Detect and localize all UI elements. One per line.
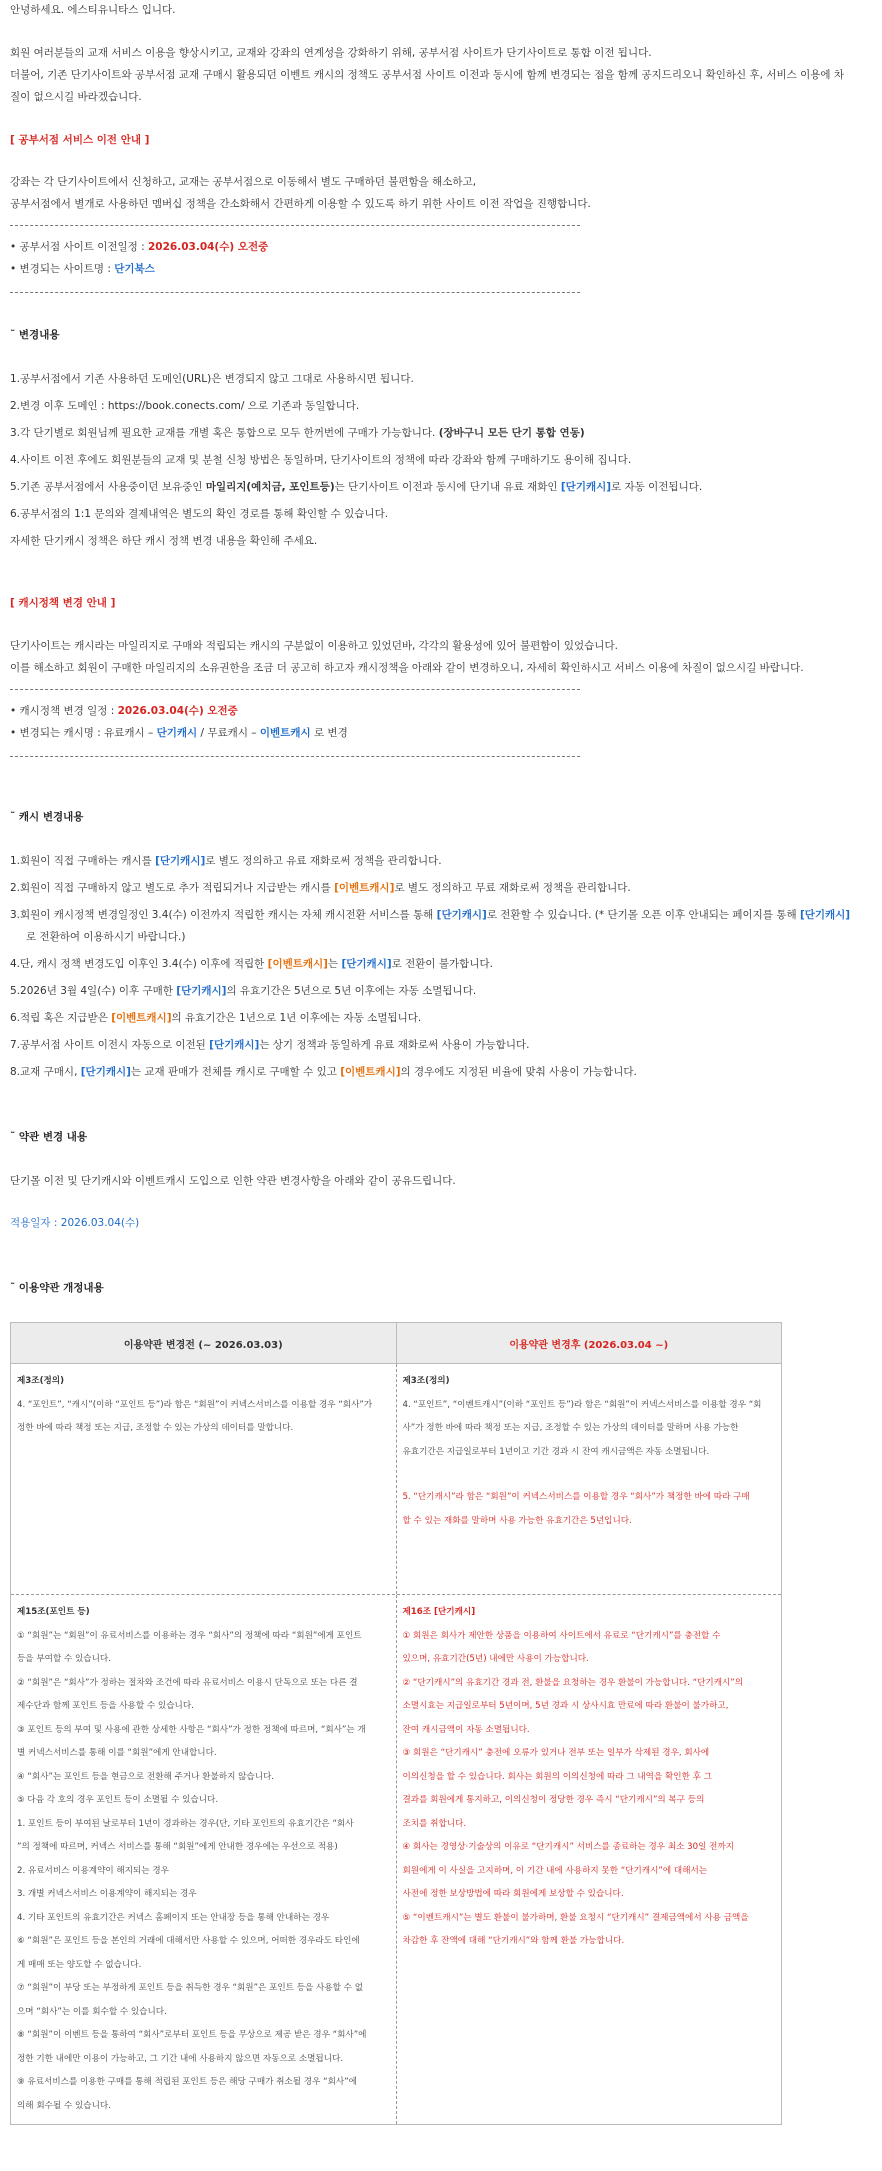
article-line: 회원에게 이 사실을 고지하며, 이 기간 내에 사용하지 못한 “단기캐시”에 대해서는 xyxy=(402,1865,708,1876)
article-line: 별 커넥스서비스를 통해 이를 “회원”에게 안내합니다. xyxy=(17,1748,217,1758)
article-line: 정한 바에 따라 책정 또는 지급, 조정할 수 있는 가상의 데이터를 말합니다. xyxy=(17,1423,294,1433)
cash-date: • 캐시정책 변경 일정 : 2026.03.04(수) 오전중 xyxy=(10,705,238,717)
article-line: 이의신청을 할 수 있습니다. 회사는 회원의 이의신청에 따라 그 내역을 확인한 후 그 xyxy=(402,1771,712,1782)
effective-date: 적용일자 : 2026.03.04(수) xyxy=(10,1217,140,1229)
cash-changes-heading: ˜ 캐시 변경내용 xyxy=(10,811,84,823)
article-line: ⑦ “회원”이 부당 또는 부정하게 포인트 등을 취득한 경우 “회원”은 포인트 등을 사용할 수 없 xyxy=(17,1983,364,1993)
article-line: 1. 포인트 등이 부여된 날로부터 1년이 경과하는 경우(단, 기타 포인트의 유효기간은 “회사 xyxy=(17,1818,354,1829)
divider xyxy=(10,689,580,690)
section-title-move: [ 공부서점 서비스 이전 안내 ] xyxy=(10,134,150,146)
article-body xyxy=(17,1394,392,1441)
table-header xyxy=(11,1323,781,1364)
article-line: ① “회원”는 “회원”이 유료서비스를 이용하는 경우 “회사”의 정책에 따라 “회원”에게 포인트 xyxy=(17,1630,362,1641)
article-line: 4. 기타 포인트의 유효기간은 커넥스 홈페이지 또는 안내장 등을 통해 안내하는 경우 xyxy=(17,1912,330,1923)
divider xyxy=(10,225,580,226)
intro-paragraph: 더불어, 기존 단기사이트와 공부서점 교재 구매시 활용되던 이벤트 캐시의 정책도 공부서점 사이트 이전과 동시에 함께 변경되는 점을 함께 공지드리오니 확인하신 후, 서비스 이용에 차 xyxy=(10,69,845,81)
article-line: 소멸시효는 지급일로부터 5년이며, 5년 경과 시 상사시효 만료에 따라 환불이 불가하고, xyxy=(402,1701,729,1711)
article-line: ⑤ 다음 각 호의 경우 포인트 등이 소멸될 수 있습니다. xyxy=(17,1795,219,1805)
table-row xyxy=(11,1364,781,1595)
cash-change-item: 4.단, 캐시 정책 변경도입 이후인 3.4(수) 이후에 적립한 [이벤트캐시]는 [단기캐시]로 전환이 불가합니다. xyxy=(10,958,493,970)
article-line: 결과를 회원에게 통지하고, 이의신청이 정당한 경우 즉시 “단기캐시”의 복구 등의 xyxy=(402,1795,705,1805)
move-description: 강좌는 각 단기사이트에서 신청하고, 교재는 공부서점으로 이동해서 별도 구매하던 불편함을 해소하고, xyxy=(10,176,477,188)
table-cell-after xyxy=(396,1364,782,1594)
change-item: 4.사이트 이전 후에도 회원분들의 교재 및 분철 신청 방법은 동일하며, 단기사이트의 정책에 따라 강좌와 함께 구매하기도 용이해 집니다. xyxy=(10,454,632,466)
section-title-cash: [ 캐시정책 변경 안내 ] xyxy=(10,597,116,609)
terms-heading: ˜ 약관 변경 내용 xyxy=(10,1131,88,1143)
article-body-new xyxy=(403,1486,778,1533)
article-line: 사”가 정한 바에 따라 책정 또는 지급, 조정할 수 있는 가상의 데이터를 말하며 사용 가능한 xyxy=(402,1423,739,1433)
article-line: 차감한 후 잔액에 대해 “단기캐시”와 함께 환불 가능합니다. xyxy=(402,1936,625,1946)
intro-paragraph: 질이 없으시길 바라겠습니다. xyxy=(10,91,142,103)
intro-paragraph: 회원 여러분들의 교재 서비스 이용을 향상시키고, 교재와 강좌의 연계성을 강화하기 위해, 공부서점 사이트가 단기사이트로 통합 이전 됩니다. xyxy=(10,47,652,59)
column-header-before: 이용약관 변경전 (~ 2026.03.03) xyxy=(11,1323,396,1363)
divider xyxy=(10,292,580,293)
article-title: 제16조 [단기캐시] xyxy=(402,1607,476,1617)
article-body-new xyxy=(403,1625,778,1954)
cash-description: 단기사이트는 캐시라는 마일리지로 구매와 적립되는 캐시의 구분없이 이용하고 있었던바, 각각의 활용성에 있어 불편함이 있었습니다. xyxy=(10,640,618,652)
article-line: ③ 회원은 “단기캐시” 충전에 오류가 있거나 전부 또는 일부가 삭제된 경우, 회사에 xyxy=(402,1748,710,1758)
article-line: 잔여 캐시금액이 자동 소멸됩니다. xyxy=(402,1724,530,1735)
article-line: ④ “회사”는 포인트 등을 현금으로 전환해 주거나 환불하지 않습니다. xyxy=(17,1771,275,1782)
article-line: 4. “포인트”, “캐시”(이하 “포인트 등”)라 함은 “회원”이 커넥스서비스를 이용할 경우 “회사”가 xyxy=(17,1399,373,1410)
change-item: 3.각 단기별로 회원님께 필요한 교재를 개별 혹은 통합으로 모두 한꺼번에 구매가 가능합니다. (장바구니 모든 단기 통합 연동) xyxy=(10,427,585,439)
cash-change-item: 3.회원이 캐시정책 변경일정인 3.4(수) 이전까지 적립한 캐시는 자체 캐시전환 서비스를 통해 [단기캐시]로 전환할 수 있습니다. (* 단기몰 오픈 이후 안내되는 페이지를 통해 [단기캐시] xyxy=(10,909,851,921)
change-item: 5.기존 공부서점에서 사용중이던 보유중인 마일리지(예치금, 포인트등)는 단기사이트 이전과 동시에 단기내 유료 재화인 [단기캐시]로 자동 이전됩니다. xyxy=(10,481,703,493)
article-line: 조치를 취합니다. xyxy=(402,1818,467,1829)
changes-heading: ˜ 변경내용 xyxy=(10,329,60,341)
table-cell-before xyxy=(11,1595,396,2124)
article-line: ⑧ “회원”이 이벤트 등을 통하여 “회사”로부터 포인트 등을 무상으로 제공 받은 경우 “회사”에 xyxy=(17,2030,367,2040)
move-description: 공부서점에서 별개로 사용하던 멤버십 정책을 간소화해서 간편하게 이용할 수 있도록 하기 위한 사이트 이전 작업을 진행합니다. xyxy=(10,198,591,210)
cash-change-item-cont: 로 전환하여 이용하시기 바랍니다.) xyxy=(26,931,186,943)
column-header-after: 이용약관 변경후 (2026.03.04 ~) xyxy=(396,1323,782,1363)
article-body xyxy=(403,1394,778,1465)
terms-description: 단기몰 이전 및 단기캐시와 이벤트캐시 도입으로 인한 약관 변경사항을 아래와 같이 공유드립니다. xyxy=(10,1175,456,1187)
greeting-text: 안녕하세요. 에스티유니타스 입니다. xyxy=(10,4,176,16)
article-title: 제15조(포인트 등) xyxy=(17,1607,90,1617)
article-line: ① 회원은 회사가 제안한 상품을 이용하여 사이트에서 유료로 “단기캐시”를 충전할 수 xyxy=(402,1630,721,1641)
cash-change-item: 5.2026년 3월 4일(수) 이후 구매한 [단기캐시]의 유효기간은 5년으로 5년 이후에는 자동 소멸됩니다. xyxy=(10,985,477,997)
article-line: 사전에 정한 보상방법에 따라 회원에게 보상할 수 있습니다. xyxy=(402,1889,624,1899)
move-date: • 공부서점 사이트 이전일정 : 2026.03.04(수) 오전중 xyxy=(10,241,269,253)
article-line: ② “단기캐시”의 유효기간 경과 전, 환불을 요청하는 경우 환불이 가능합니다. “단기캐시”의 xyxy=(402,1677,744,1688)
article-line: 유효기간은 지급일로부터 1년이고 기간 경과 시 잔여 캐시금액은 자동 소멸됩니다. xyxy=(402,1446,710,1457)
article-line: 의해 회수될 수 있습니다. xyxy=(17,2100,111,2111)
cash-change-item: 7.공부서점 사이트 이전시 자동으로 이전된 [단기캐시]는 상기 정책과 동일하게 유료 재화로써 사용이 가능합니다. xyxy=(10,1039,530,1051)
cash-description: 이를 해소하고 회원이 구매한 마일리지의 소유권한을 조금 더 공고히 하고자 캐시정책을 아래와 같이 변경하오니, 자세히 확인하시고 서비스 이용에 차질이 없으시길 바랍니다. xyxy=(10,662,804,674)
change-item: 2.변경 이후 도메인 : https://book.conects.com/ 으로 기존과 동일합니다. xyxy=(10,400,360,412)
article-line: ⑤ “이벤트캐시”는 별도 환불이 불가하며, 환불 요청시 “단기캐시” 결제금액에서 사용 금액을 xyxy=(402,1912,749,1923)
article-line: 있으며, 유효기간(5년) 내에만 사용이 가능합니다. xyxy=(402,1654,589,1664)
article-line: ② “회원”은 “회사”가 정하는 절차와 조건에 따라 유료서비스 이용시 단독으로 또는 다른 결 xyxy=(17,1677,358,1688)
article-line: ④ 회사는 경영상·기술상의 이유로 “단기캐시” 서비스를 종료하는 경우 최소 30일 전까지 xyxy=(402,1842,735,1852)
article-line: 정한 기한 내에만 이용이 가능하고, 그 기간 내에 사용하지 않으면 자동으로 소멸됩니다. xyxy=(17,2053,344,2064)
article-title: 제3조(정의) xyxy=(17,1376,65,1386)
table-cell-after xyxy=(396,1595,782,2124)
article-line: 2. 유료서비스 이용계약이 해지되는 경우 xyxy=(17,1865,169,1876)
move-site: • 변경되는 사이트명 : 단기북스 xyxy=(10,263,155,275)
table-row xyxy=(11,1595,781,2124)
article-title: 제3조(정의) xyxy=(402,1376,450,1386)
article-line: 할 수 있는 재화를 말하며 사용 가능한 유효기간은 5년입니다. xyxy=(402,1515,632,1526)
change-note: 자세한 단기캐시 정책은 하단 캐시 정책 변경 내용을 확인해 주세요. xyxy=(10,535,318,547)
divider xyxy=(10,756,580,757)
cash-change-item: 1.회원이 직접 구매하는 캐시를 [단기캐시]로 별도 정의하고 유료 재화로써 정책을 관리합니다. xyxy=(10,855,442,867)
article-line: ”의 정책에 따르며, 커넥스 서비스를 통해 “회원”에게 안내한 경우에는 우선으로 적용) xyxy=(17,1842,338,1852)
article-line: 3. 개별 커넥스서비스 이용계약이 해지되는 경우 xyxy=(17,1889,197,1899)
cash-change-item: 6.적립 혹은 지급받은 [이벤트캐시]의 유효기간은 1년으로 1년 이후에는 자동 소멸됩니다. xyxy=(10,1012,422,1024)
article-line: 5. “단기캐시”라 함은 “회원”이 커넥스서비스를 이용할 경우 “회사”가 책정한 바에 따라 구매 xyxy=(402,1492,750,1502)
article-line: 게 매매 또는 양도할 수 없습니다. xyxy=(17,1959,142,1970)
cash-change-item: 2.회원이 직접 구매하지 않고 별도로 추가 적립되거나 지급받는 캐시를 [이벤트캐시]로 별도 정의하고 무료 재화로써 정책을 관리합니다. xyxy=(10,882,631,894)
article-line: 으며 “회사”는 이를 회수할 수 있습니다. xyxy=(17,2006,167,2017)
article-line: 등을 부여할 수 있습니다. xyxy=(17,1654,111,1664)
revision-heading: ˜ 이용약관 개정내용 xyxy=(10,1282,104,1294)
cash-change-item: 8.교재 구매시, [단기캐시]는 교재 판매가 전체를 캐시로 구매할 수 있고 [이벤트캐시]의 경우에도 지정된 비율에 맞춰 사용이 가능합니다. xyxy=(10,1066,637,1078)
terms-comparison-table xyxy=(10,1322,782,2125)
table-cell-before xyxy=(11,1364,396,1594)
article-body xyxy=(17,1625,392,2119)
article-line: ⑥ “회원”은 포인트 등을 본인의 거래에 대해서만 사용할 수 있으며, 어떠한 경우라도 타인에 xyxy=(17,1936,360,1946)
article-line: 4. “포인트”, “이벤트캐시”(이하 “포인트 등”)라 함은 “회원”이 커넥스서비스를 이용할 경우 “회 xyxy=(402,1399,762,1410)
change-item: 1.공부서점에서 기존 사용하던 도메인(URL)은 변경되지 않고 그대로 사용하시면 됩니다. xyxy=(10,373,414,385)
article-line: ⑨ 유료서비스를 이용한 구매를 통해 적립된 포인트 등은 해당 구매가 취소될 경우 “회사”에 xyxy=(17,2077,357,2087)
change-item: 6.공부서점의 1:1 문의와 결제내역은 별도의 확인 경로를 통해 확인할 수 있습니다. xyxy=(10,508,389,520)
article-line: ③ 포인트 등의 부여 및 사용에 관한 상세한 사항은 “회사”가 정한 정책에 따르며, “회사”는 개 xyxy=(17,1724,366,1735)
article-line: 제수단과 함께 포인트 등을 사용할 수 있습니다. xyxy=(17,1701,194,1711)
cash-names: • 변경되는 캐시명 : 유료캐시 – 단기캐시 / 무료캐시 – 이벤트캐시 로 변경 xyxy=(10,727,348,739)
